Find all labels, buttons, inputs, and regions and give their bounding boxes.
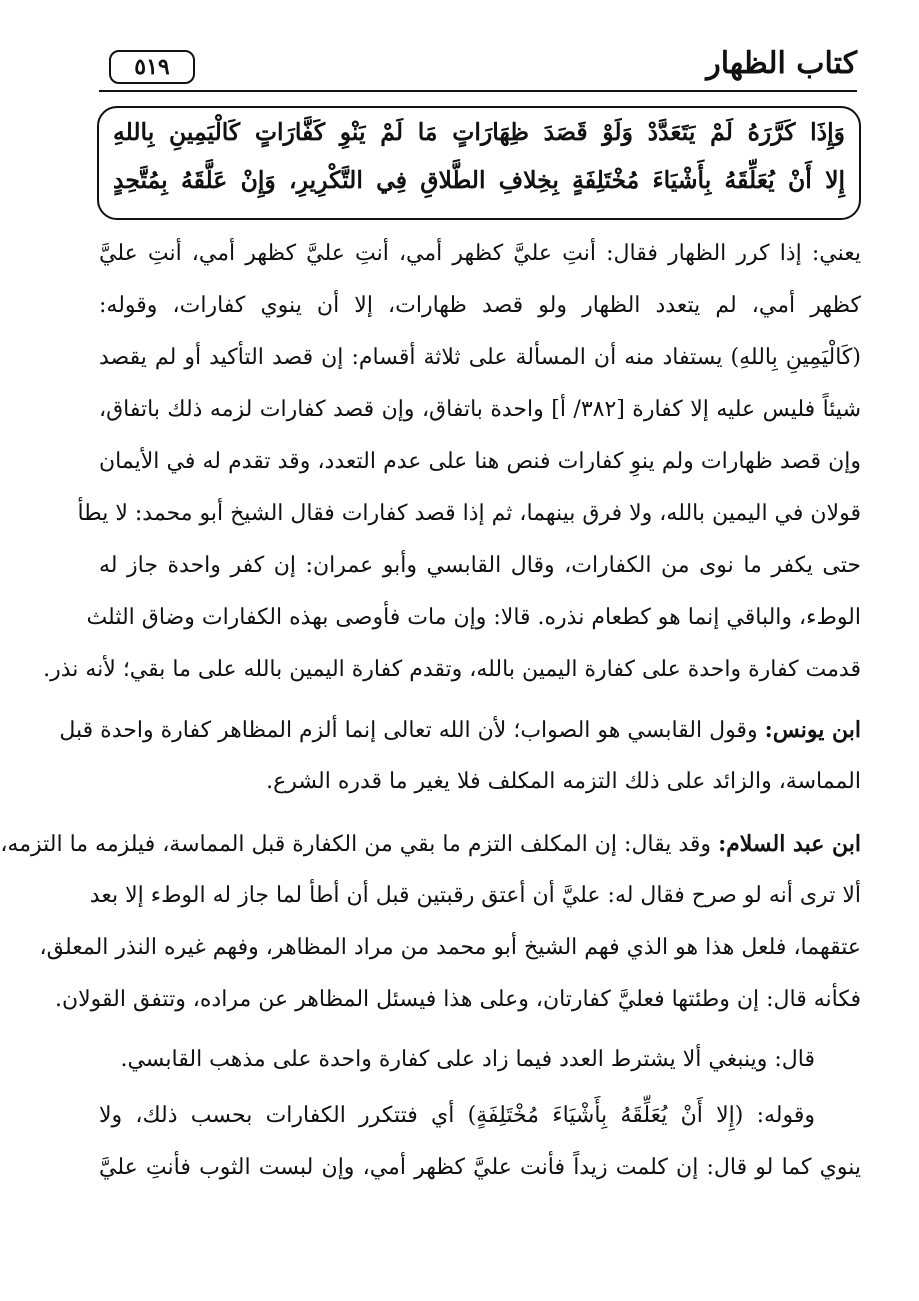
text-line xyxy=(59,708,861,752)
header-rule xyxy=(99,90,857,92)
text-line: شيئاً فليس عليه إلا كفارة [٣٨٢/ أ] واحدة باتفاق، وإن قصد كفارات لزمه ذلك باتفاق، xyxy=(99,397,862,422)
text-line: قولان في اليمين بالله، ولا فرق بينهما، ثم إذا قصد كفارات فقال الشيخ أبو محمد: لا يطأ xyxy=(77,501,861,526)
matn-line-2: إِلا أَنْ يُعَلِّقَهُ بِأَشْيَاءَ مُخْتَلِفَةٍ بِخِلافِ الطَّلاقِ فِي التَّكْرِيرِ، وَإِنْ عَلَّقَهُ بِمُتَّحِدٍ xyxy=(113,166,845,194)
speaker-name: ابن يونس: xyxy=(764,717,861,743)
text-line: ينوي كما لو قال: إن كلمت زيداً فأنت عليَّ كظهر أمي، وإن لبست الثوب فأنتِ عليَّ xyxy=(99,1155,861,1180)
text-line: (كَالْيَمِينِ بِاللهِ) يستفاد منه أن المسألة على ثلاثة أقسام: إن قصد التأكيد أو لم يقصد xyxy=(99,345,861,370)
text-line: قال: وينبغي ألا يشترط العدد فيما زاد على كفارة واحدة على مذهب القابسي. xyxy=(120,1047,815,1072)
text-line: عتقهما، فلعل هذا هو الذي فهم الشيخ أبو محمد من مراد المظاهر، وفهم غيره النذر المعلق، xyxy=(39,935,861,960)
text-line: حتى يكفر ما نوى من الكفارات، وقال القابسي وأبو عمران: إن كفر واحدة جاز له xyxy=(99,553,861,578)
text-segment: وقد يقال: إن المكلف التزم ما بقي من الكفارة قبل المماسة، فيلزمه ما التزمه، xyxy=(0,832,712,857)
text-line xyxy=(0,822,861,866)
text-line: الوطء، والباقي إنما هو كطعام نذره. قالا: وإن مات فأوصى بهذه الكفارات وضاق الثلث xyxy=(86,605,861,630)
running-title: كتاب الظهار xyxy=(706,46,857,81)
text-line: يعني: إذا كرر الظهار فقال: أنتِ عليَّ كظهر أمي، أنتِ عليَّ كظهر أمي، أنتِ عليَّ xyxy=(99,241,861,266)
text-line: وقوله: (إِلا أَنْ يُعَلِّقَهُ بِأَشْيَاءَ مُخْتَلِفَةٍ) أي فتتكرر الكفارات بحسب ذلك، ولا xyxy=(99,1103,815,1128)
matn-line-1: وَإِذَا كَرَّرَهُ لَمْ يَتَعَدَّدْ وَلَوْ قَصَدَ ظِهَارَاتٍ مَا لَمْ يَنْوِ كَفَّارَاتٍ كَالْيَمِينِ بِاللهِ xyxy=(113,118,845,146)
text-line: فكأنه قال: إن وطئتها فعليَّ كفارتان، وعلى هذا فيسئل المظاهر عن مراده، وتتفق القولان. xyxy=(54,987,861,1012)
matn-text-box xyxy=(97,106,861,220)
text-line: قدمت كفارة واحدة على كفارة اليمين بالله، وتقدم كفارة اليمين بالله على ما بقي؛ لأنه نذر. xyxy=(43,657,861,682)
speaker-name: ابن عبد السلام: xyxy=(718,831,861,857)
page-number: ٥١٩ xyxy=(109,50,195,84)
text-segment: وقول القابسي هو الصواب؛ لأن الله تعالى إنما ألزم المظاهر كفارة واحدة قبل xyxy=(59,718,758,743)
page-header xyxy=(99,40,857,92)
text-line: ألا ترى أنه لو صرح فقال له: عليَّ أن أعتق رقبتين قبل أن أطأ لما جاز له الوطء إلا بعد xyxy=(89,883,861,908)
text-line: المماسة، والزائد على ذلك التزمه المكلف فلا يغير ما قدره الشرع. xyxy=(266,769,861,794)
text-line: وإن قصد ظهارات ولم ينوِ كفارات فنص هنا على عدم التعدد، وقد تقدم له في الأيمان xyxy=(99,449,861,474)
text-line: كظهر أمي، لم يتعدد الظهار ولو قصد ظهارات، إلا أن ينوي كفارات، وقوله: xyxy=(99,293,861,318)
